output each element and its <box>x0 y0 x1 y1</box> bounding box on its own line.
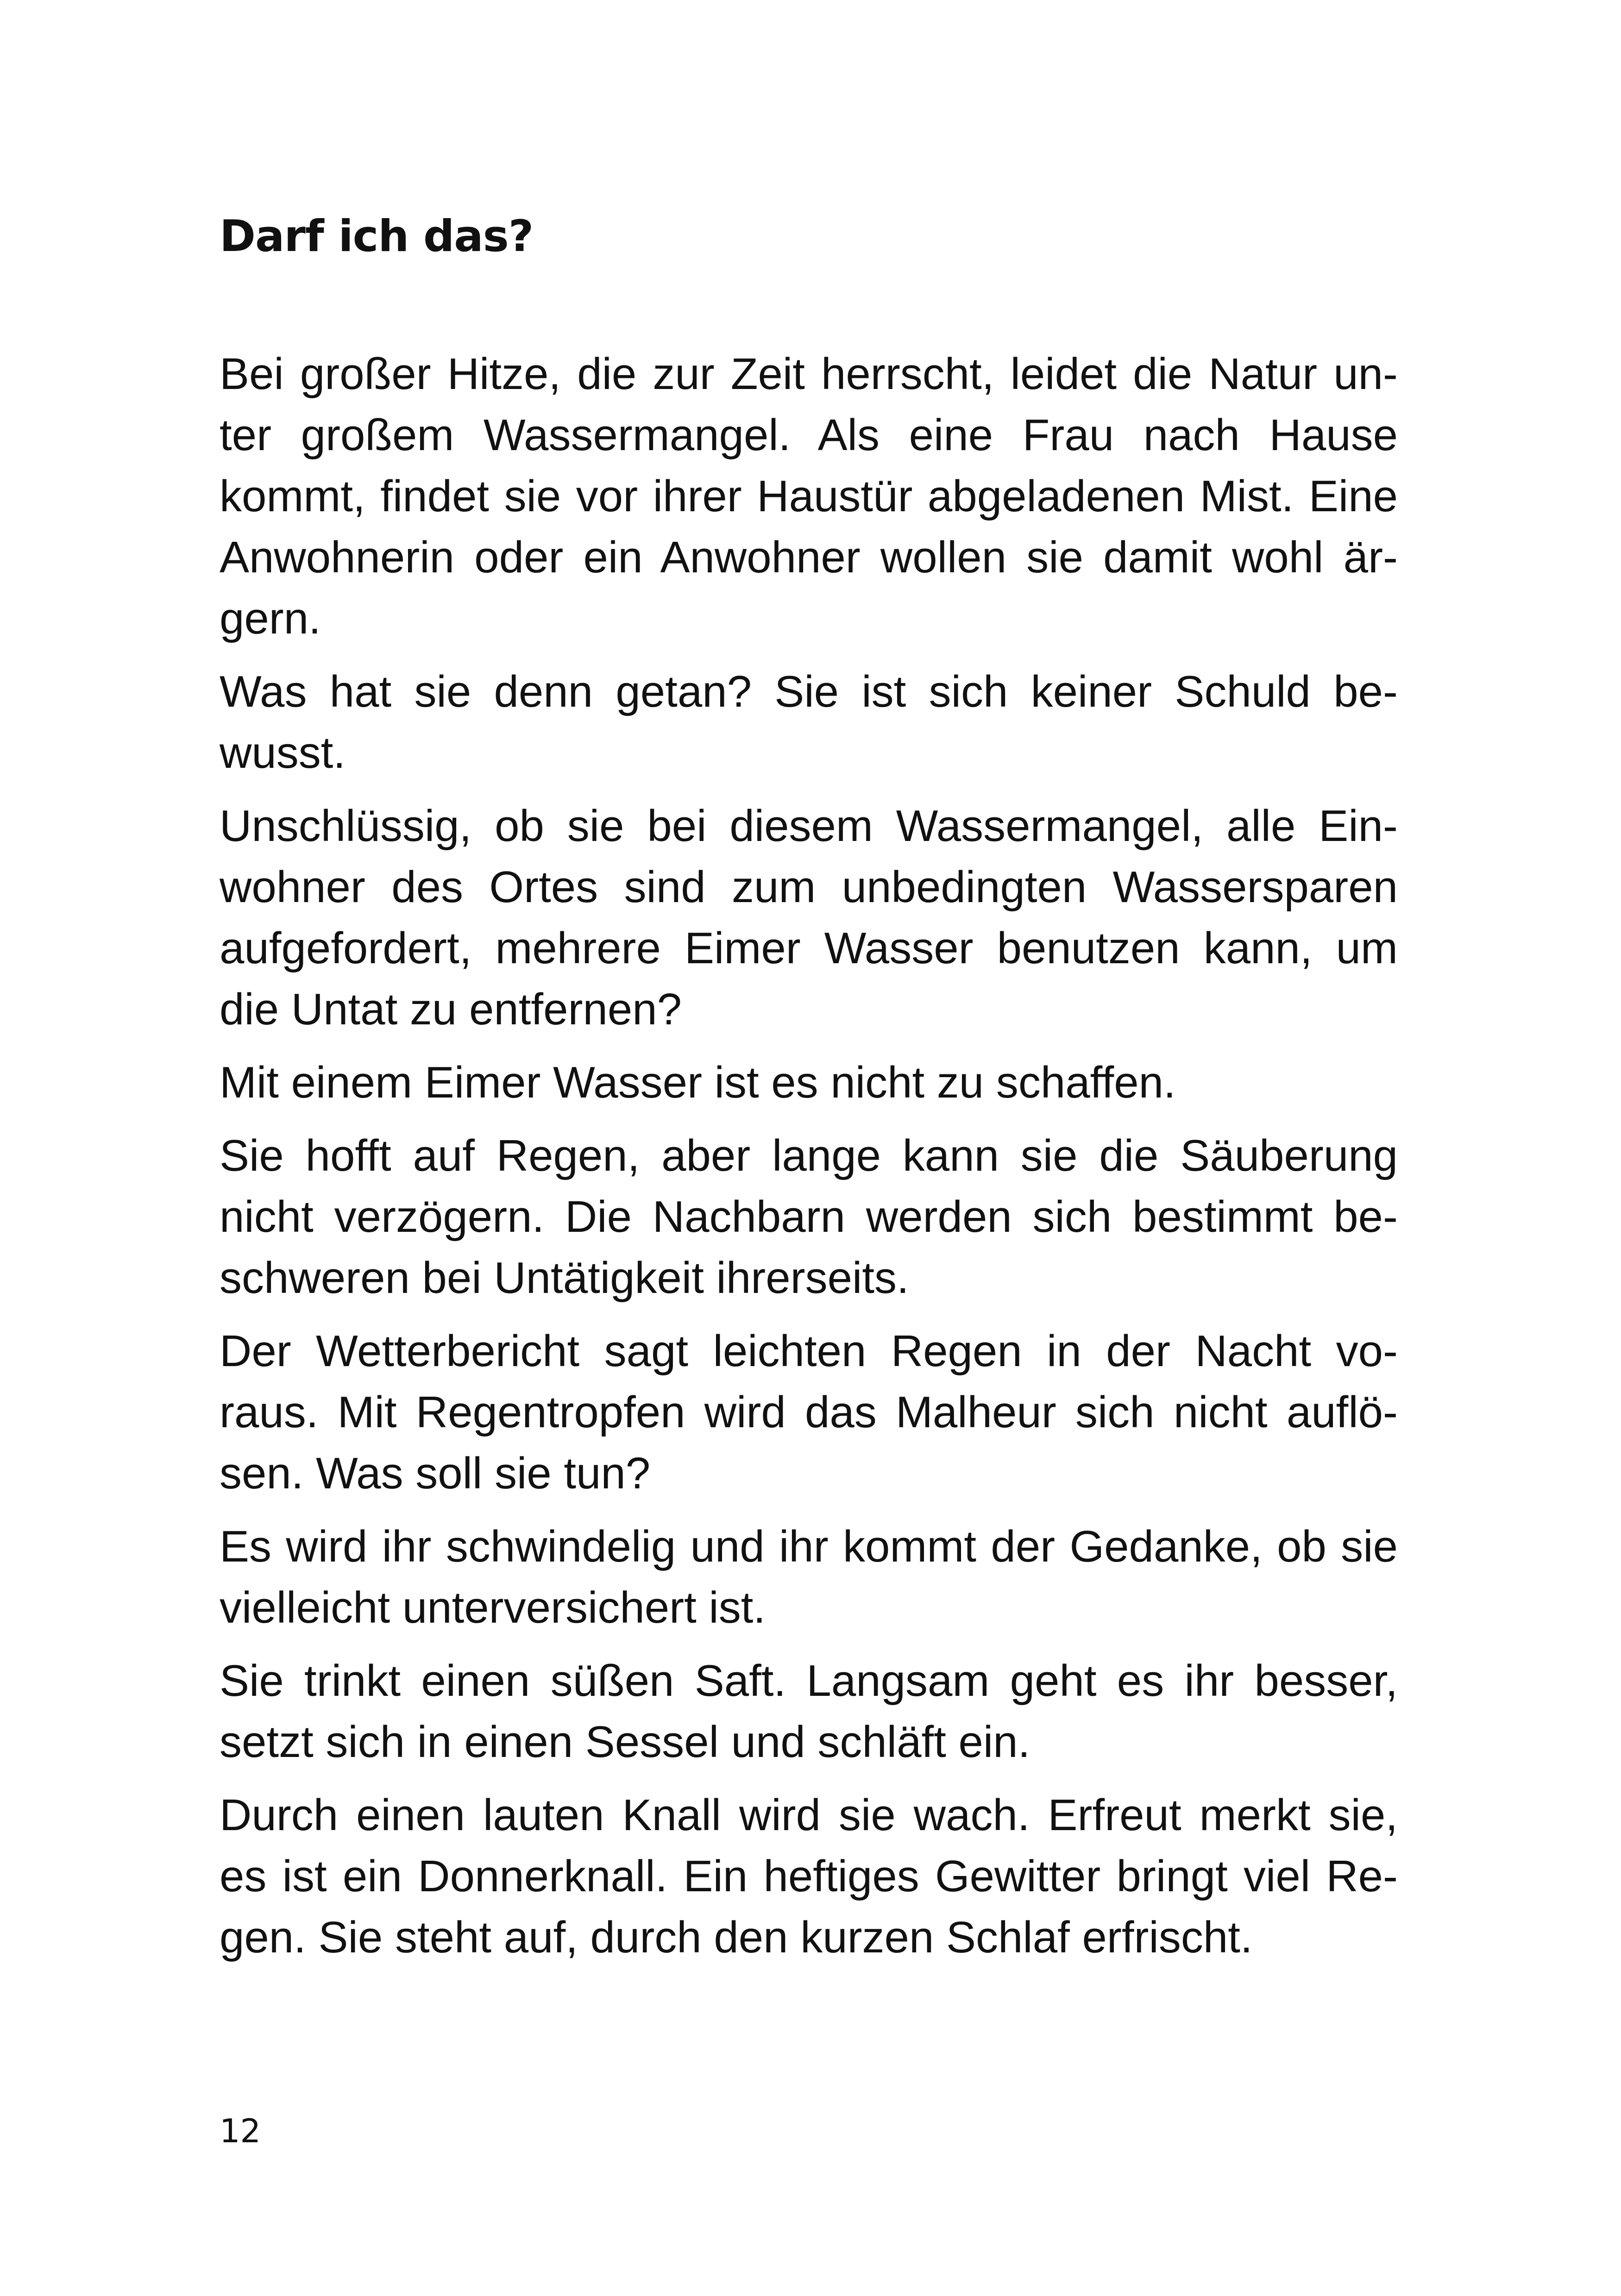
page-title: Darf ich das? <box>220 211 534 262</box>
text-line: Unschlüssig, ob sie bei diesem Wassermangel, alle Ein- <box>220 801 1398 851</box>
text-line: Mit einem Eimer Wasser ist es nicht zu schaffen. <box>220 1058 1176 1107</box>
text-line: es ist ein Donnerknall. Ein heftiges Gewitter bringt viel Re- <box>220 1851 1398 1901</box>
paragraph-9 <box>220 1785 1398 1968</box>
body-text <box>220 344 1398 1980</box>
text-line: Sie hofft auf Regen, aber lange kann sie die Säuberung <box>220 1131 1398 1180</box>
text-line: nicht verzögern. Die Nachbarn werden sich bestimmt be- <box>220 1192 1398 1242</box>
paragraph-7 <box>220 1516 1398 1638</box>
text-line: Durch einen lauten Knall wird sie wach. Erfreut merkt sie, <box>220 1790 1398 1840</box>
text-line: raus. Mit Regentropfen wird das Malheur sich nicht auflö- <box>220 1387 1398 1437</box>
paragraph-3 <box>220 796 1398 1040</box>
text-line: Was hat sie denn getan? Sie ist sich keiner Schuld be- <box>220 667 1398 716</box>
text-line: setzt sich in einen Sessel und schläft ein. <box>220 1717 1030 1767</box>
text-line: Sie trinkt einen süßen Saft. Langsam geht es ihr besser, <box>220 1656 1398 1706</box>
text-line: die Untat zu entfernen? <box>220 985 682 1034</box>
text-line: Anwohnerin oder ein Anwohner wollen sie damit wohl är- <box>220 533 1398 582</box>
text-line: aufgefordert, mehrere Eimer Wasser benutzen kann, um <box>220 923 1398 973</box>
text-line: wusst. <box>220 728 346 778</box>
text-line: wohner des Ortes sind zum unbedingten Wassersparen <box>220 862 1398 912</box>
paragraph-2 <box>220 661 1398 784</box>
text-line: schweren bei Untätigkeit ihrerseits. <box>220 1253 909 1303</box>
paragraph-4 <box>220 1052 1398 1113</box>
paragraph-5 <box>220 1125 1398 1309</box>
text-line: Der Wetterbericht sagt leichten Regen in der Nacht vo- <box>220 1326 1398 1376</box>
paragraph-6 <box>220 1321 1398 1504</box>
paragraph-1 <box>220 344 1398 649</box>
text-line: Es wird ihr schwindelig und ihr kommt der Gedanke, ob sie <box>220 1522 1398 1571</box>
text-line: gern. <box>220 594 321 643</box>
text-line: vielleicht unterversichert ist. <box>220 1583 766 1632</box>
text-line: Bei großer Hitze, die zur Zeit herrscht, leidet die Natur un- <box>220 349 1398 399</box>
text-line: gen. Sie steht auf, durch den kurzen Schlaf erfrischt. <box>220 1913 1253 1962</box>
text-line: kommt, findet sie vor ihrer Haustür abgeladenen Mist. Eine <box>220 471 1398 521</box>
page-number: 12 <box>220 2112 261 2150</box>
text-line: sen. Was soll sie tun? <box>220 1449 651 1498</box>
paragraph-8 <box>220 1650 1398 1773</box>
text-line: ter großem Wassermangel. Als eine Frau nach Hause <box>220 410 1398 460</box>
